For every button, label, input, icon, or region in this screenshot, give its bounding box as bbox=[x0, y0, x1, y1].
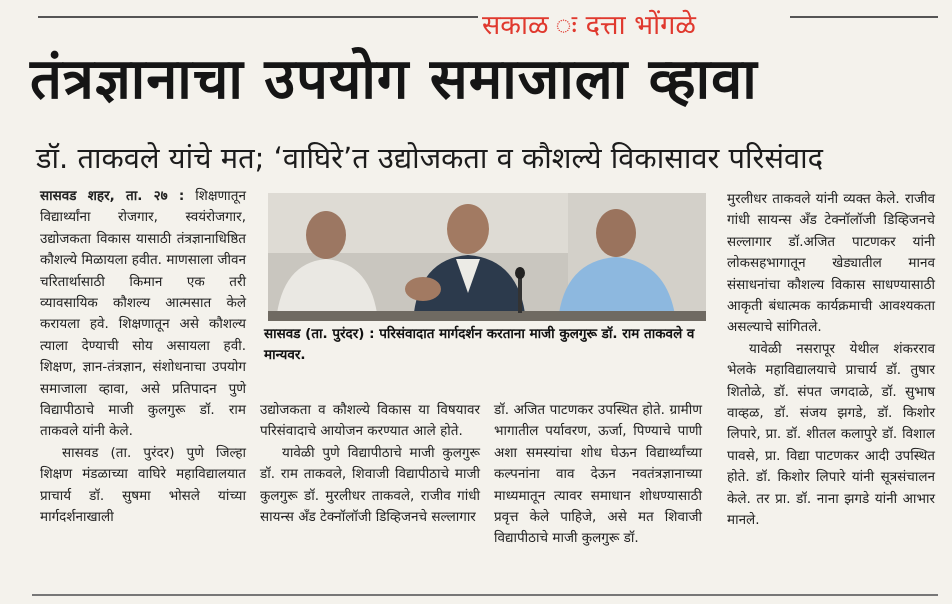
article-paragraph: उद्योजकता व कौशल्ये विकास या विषयावर परिसंवादाचे आयोजन करण्यात आले होते. bbox=[260, 402, 480, 440]
article-column-5 bbox=[727, 189, 935, 532]
article-paragraph: यावेळी पुणे विद्यापीठाचे माजी कुलगुरू डॉ. राम ताकवले, शिवाजी विद्यापीठाचे माजी कुलगुरू डॉ. मुरलीधर ताकवले, राजीव गांधी सायन्स अँड टेक्नॉलॉजी डिव्हिजनचे सल्लागार bbox=[260, 444, 480, 526]
event-photo bbox=[268, 193, 706, 321]
article-paragraph: सासवड (ता. पुरंदर) पुणे जिल्हा शिक्षण मंडळाच्या वाघिरे महाविद्यालयात प्राचार्य डॉ. सुषमा भोसले यांच्या मार्गदर्शनाखाली bbox=[40, 444, 246, 526]
headline: तंत्रज्ञानाचा उपयोग समाजाला व्हावा bbox=[30, 47, 758, 112]
article-column-1 bbox=[40, 186, 246, 529]
top-rule-right bbox=[790, 16, 938, 18]
dateline: सासवड शहर, ता. २७ : bbox=[40, 188, 185, 204]
article-paragraph: यावेळी नसरापूर येथील शंकरराव भेलके महाविद्यालयाचे प्राचार्य डॉ. तुषार शितोळे, डॉ. संपत जगदाळे, डॉ. सुभाष वाव्हळ, डॉ. संजय झगडे, डॉ. किशोर लिपारे, प्रा. डॉ. शीतल कलापुरे डॉ. विशाल पावसे, प्रा. विद्या पाटणकर आदी उपस्थित होते. डॉ. किशोर लिपारे यांनी सूत्रसंचालन केले. तर प्रा. डॉ. नाना झगडे यांनी आभार मानले. bbox=[727, 340, 935, 529]
top-rule-left bbox=[38, 16, 478, 18]
article-column-4 bbox=[494, 400, 702, 550]
bottom-rule bbox=[32, 594, 938, 596]
photo-caption: सासवड (ता. पुरंदर) : परिसंवादात मार्गदर्शन करताना माजी कुलगुरू डॉ. राम ताकवले व मान्यवर. bbox=[264, 326, 695, 363]
photo-credit: सकाळ ः दत्ता भोंगळे bbox=[482, 10, 696, 41]
article-column-3 bbox=[260, 400, 480, 528]
event-photo-illustration bbox=[268, 193, 706, 321]
subheadline: डॉ. ताकवले यांचे मत; ‘वाघिरे’त उद्योजकता व कौशल्ये विकासावर परिसंवाद bbox=[36, 141, 824, 175]
article-paragraph: मुरलीधर ताकवले यांनी व्यक्त केले. राजीव गांधी सायन्स अँड टेक्नॉलॉजी डिव्हिजनचे सल्लागार डॉ.अजित पाटणकर यांनी लोकसहभागातून खेड्यातील मानव संसाधनांचा कौशल्य विकास साधण्यासाठी आकृती बंधात्मक कार्यक्रमाची आवश्यकता असल्याचे सांगितले. bbox=[727, 191, 935, 336]
paragraph-text: शिक्षणातून विद्यार्थ्यांना रोजगार, स्वयंरोजगार, उद्योजकता विकास यासाठी तंत्रज्ञानाधिष्ठित कौशल्ये मिळायला हवीत. माणसाला जीवन चरितार्थासाठी किमान एक तरी व्यावसायिक कौशल्य आत्मसात केले करायला हवे. शिक्षणातून असे कौशल्य त्याला देण्याची सोय असायला हवी. शिक्षण, ज्ञान-तंत्रज्ञान, संशोधनाचा उपयोग समाजाला व्हावा, असे प्रतिपादन पुणे विद्यापीठाचे माजी कुलगुरू डॉ. राम ताकवले यांनी केले. bbox=[40, 188, 246, 440]
article-paragraph bbox=[40, 186, 246, 443]
article-paragraph: डॉ. अजित पाटणकर उपस्थित होते. ग्रामीण भागातील पर्यावरण, ऊर्जा, पिण्याचे पाणी अशा समस्यांचा शोध घेऊन विद्यार्थ्यांच्या कल्पनांना वाव देऊन नवतंत्रज्ञानाच्या माध्यमातून त्यावर समाधान शोधण्यासाठी प्रवृत्त केले पाहिजे, असे मत शिवाजी विद्यापीठाचे माजी कुलगुरू डॉ. bbox=[494, 402, 702, 547]
